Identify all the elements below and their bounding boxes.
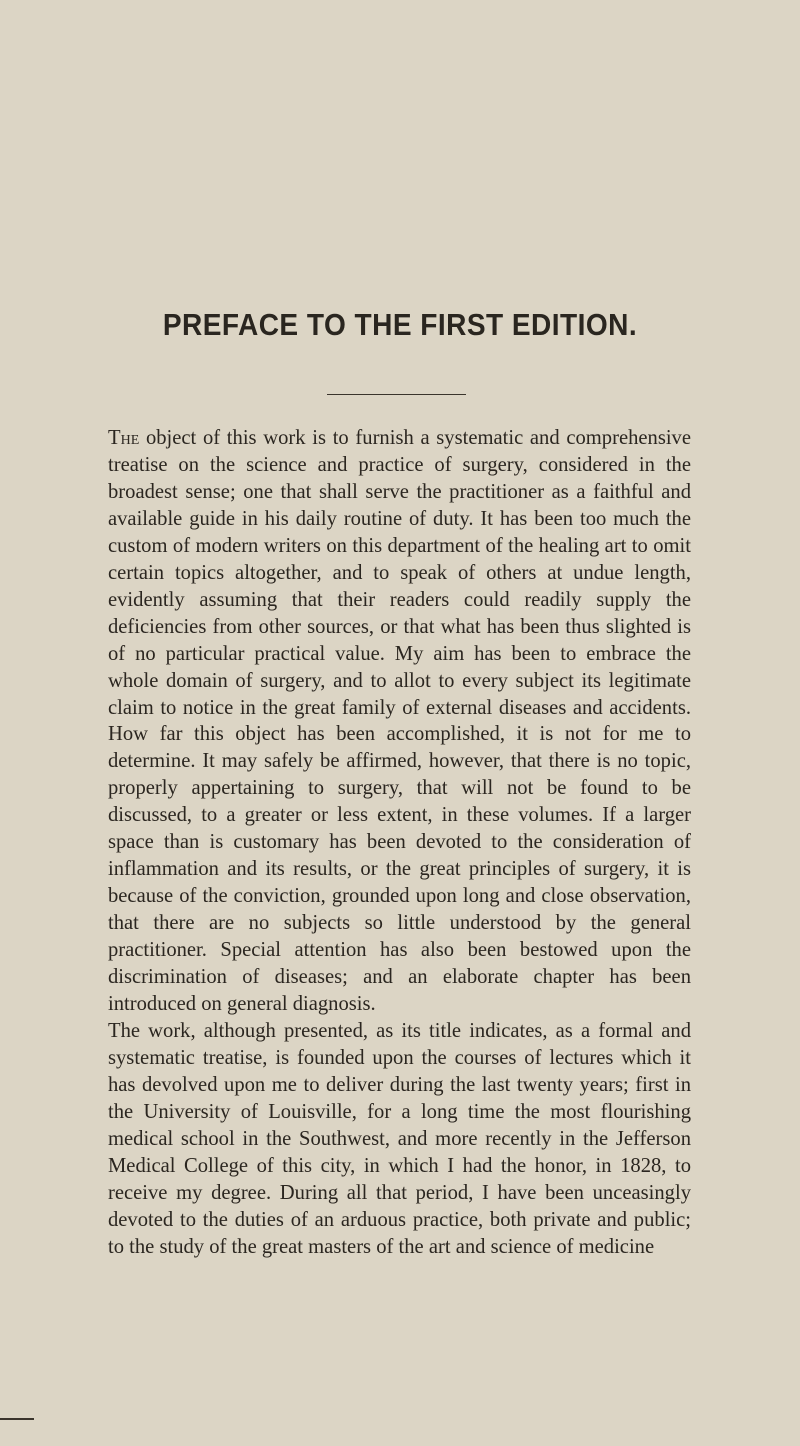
- paragraph-1-lead: The: [108, 427, 140, 449]
- paragraph-1: [108, 425, 691, 1018]
- page-edge-mark: [0, 1418, 34, 1420]
- preface-body: [108, 425, 691, 1261]
- paragraph-1-text: object of this work is to furnish a systematic and comprehensive treatise on the science and practice of surgery, considered in the broadest sense; one that shall serve the practitioner as a faithful and available guide in his daily routine of duty. It has been too much the custom of modern writers on this department of the healing art to omit certain topics altogether, and to speak of others at undue length, evidently assuming that their readers could readily supply the deficiencies from other sources, or that what has been thus slighted is of no particular practical value. My aim has been to embrace the whole domain of surgery, and to allot to every subject its legitimate claim to notice in the great family of external diseases and accidents. How far this object has been accomplished, it is not for me to determine. It may safely be affirmed, however, that there is no topic, properly appertaining to surgery, that will not be found to be discussed, to a greater or less extent, in these volumes. If a larger space than is customary has been devoted to the consideration of inflammation and its results, or the great principles of surgery, it is because of the conviction, grounded upon long and close observation, that there are no subjects so little understood by the general practitioner. Special attention has also been bestowed upon the discrimination of diseases; and an elaborate chapter has been introduced on general diagnosis.: [108, 427, 691, 1016]
- paragraph-2: The work, although presented, as its title indicates, as a formal and systematic treatise, is founded upon the courses of lectures which it has devolved upon me to deliver during the last twenty years; first in the University of Louisville, for a long time the most flourishing medical school in the Southwest, and more recently in the Jefferson Medical College of this city, in which I had the honor, in 1828, to receive my degree. During all that period, I have been unceasingly devoted to the duties of an arduous practice, both private and public; to the study of the great masters of the art and science of medicine: [108, 1019, 691, 1258]
- page-title: PREFACE TO THE FIRST EDITION.: [162, 308, 638, 342]
- title-divider: [327, 394, 466, 395]
